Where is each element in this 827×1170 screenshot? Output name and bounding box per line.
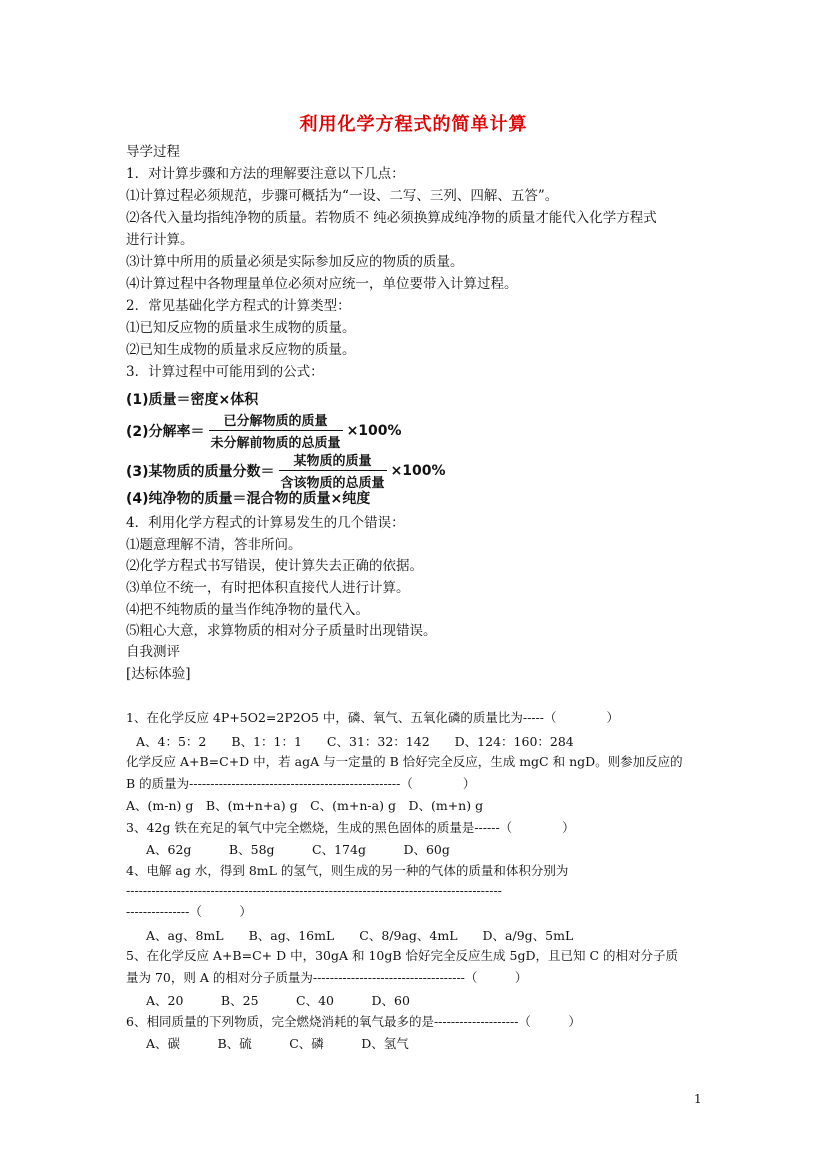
formula-density [126, 389, 258, 409]
question-5-options: A、20 B、25 C、40 D、60 [146, 993, 410, 1008]
question-3: 3、42g 铁在充足的氧气中完全燃烧，生成的黑色固体的质量是------（ ） [126, 820, 575, 835]
fraction-numerator: 某物质的质量 [293, 454, 372, 469]
text-line: ⑴计算过程必须规范，步骤可概括为“一设、二写、三列、四解、五答”。 [126, 188, 559, 204]
formula-decomposition-rate [126, 410, 402, 451]
fraction-denominator: 含该物质的总质量 [280, 476, 385, 491]
section-heading: 导学过程 [126, 144, 180, 160]
text-line: 进行计算。 [126, 232, 194, 248]
text-line: ⑶计算中所用的质量必须是实际参加反应的物质的质量。 [126, 254, 464, 270]
question-1-options: A、4：5：2 B、1：1：1 C、31：32：142 D、124：160：284 [136, 734, 574, 749]
fraction-numerator: 已分解物质的质量 [223, 414, 328, 429]
text-line: ⑷计算过程中各物理量单位必须对应统一，单位要带入计算过程。 [126, 276, 518, 292]
formula-text: (1)质量＝密度×体积 [126, 392, 259, 408]
section-heading: 自我测评 [126, 644, 180, 660]
question-2: 化学反应 A+B=C+D 中，若 agA 与一定量的 B 恰好完全反应，生成 mgC 和 ngD。则参加反应的 [126, 754, 683, 769]
question-5: 5、在化学反应 A+B=C+ D 中，30gA 和 10gB 恰好完全反应生成 5gD，且已知 C 的相对分子质 [126, 948, 679, 963]
question-4-cont2: ---------------（ ） [126, 904, 252, 919]
text-line: 2．常见基础化学方程式的计算类型： [126, 298, 351, 314]
fraction [209, 410, 343, 451]
text-line: 3．计算过程中可能用到的公式： [126, 364, 324, 380]
text-line: 1．对计算步骤和方法的理解要注意以下几点： [126, 166, 405, 182]
formula-tail: ×100% [390, 462, 446, 479]
formula-tail: ×100% [346, 422, 402, 439]
text-line: ⑴已知反应物的质量求生成物的质量。 [126, 320, 356, 336]
formula-text: (4)纯净物的质量＝混合物的质量×纯度 [126, 491, 371, 507]
fraction [279, 450, 387, 491]
formula-label: (2)分解率＝ [126, 423, 205, 440]
formula-mass-fraction [126, 450, 446, 491]
fraction-denominator: 未分解前物质的总质量 [210, 436, 341, 451]
question-6: 6、相同质量的下列物质，完全燃烧消耗的氧气最多的是--------------------（ ） [126, 1014, 581, 1029]
section-heading: [达标体验] [126, 666, 191, 682]
text-line: 4．利用化学方程式的计算易发生的几个错误： [126, 515, 405, 531]
question-4-cont: ----------------------------------------------------------------------------------------- [126, 883, 502, 898]
text-line: ⑸粗心大意，求算物质的相对分子质量时出现错误。 [126, 623, 437, 639]
question-4: 4、电解 ag 水，得到 8mL 的氢气，则生成的另一种的气体的质量和体积分别为 [126, 863, 569, 878]
question-3-options: A、62g B、58g C、174g D、60g [146, 842, 450, 857]
question-5-cont: 量为 70，则 A 的相对分子质量为------------------------------------（ ） [126, 970, 528, 985]
text-line: ⑵已知生成物的质量求反应物的质量。 [126, 342, 356, 358]
question-2-options: A、(m-n) g B、(m+n+a) g C、(m+n-a) g D、(m+n) g [126, 798, 484, 813]
question-6-options: A、碳 B、硫 C、磷 D、氢气 [146, 1036, 409, 1051]
text-line: ⑶单位不统一，有时把体积直接代人进行计算。 [126, 580, 410, 596]
document-title: 利用化学方程式的简单计算 [299, 114, 528, 135]
question-2-cont: B 的质量为--------------------------------------------------（ ） [126, 776, 476, 791]
text-line: ⑷把不纯物质的量当作纯净物的量代入。 [126, 602, 369, 618]
formula-label: (3)某物质的质量分数＝ [126, 463, 275, 480]
formula-pure-mass [126, 488, 370, 508]
question-4-options: A、ag、8mL B、ag、16mL C、8/9ag、4mL D、a/9g、5mL [146, 928, 574, 943]
question-1: 1、在化学反应 4P+5O2=2P2O5 中，磷、氧气、五氧化磷的质量比为-----（ ） [126, 710, 620, 725]
text-line: ⑵化学方程式书写错误，使计算失去正确的依据。 [126, 558, 423, 574]
text-line: ⑵各代入量均指纯净物的质量。若物质不 纯必须换算成纯净物的质量才能代入化学方程式 [126, 210, 657, 226]
text-line: ⑴题意理解不清，答非所问。 [126, 537, 302, 553]
page-number: 1 [694, 1092, 702, 1106]
